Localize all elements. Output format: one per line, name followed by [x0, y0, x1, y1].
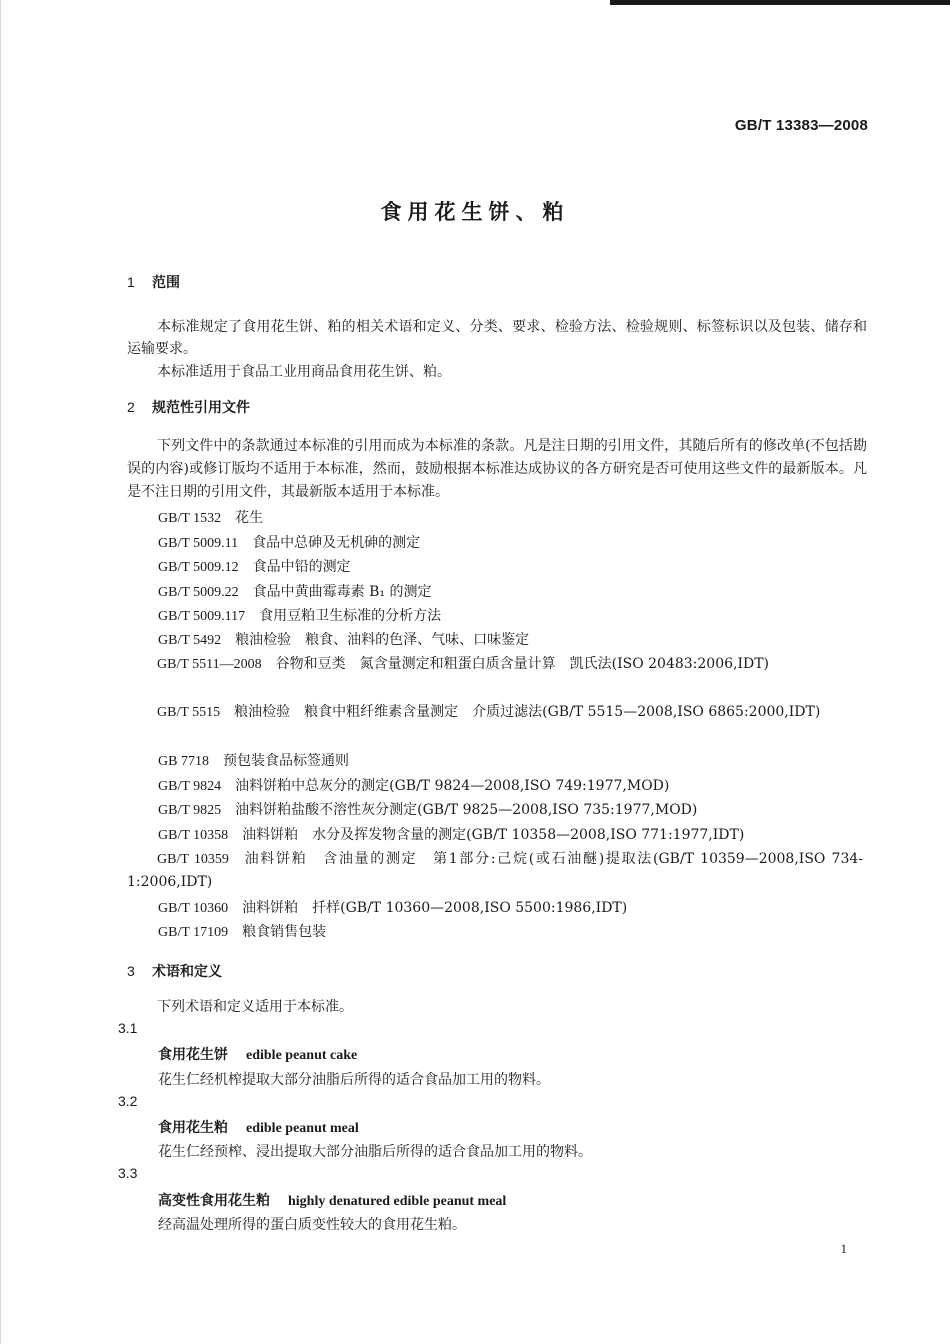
reference-title: 食品中铅的测定 [252, 559, 351, 575]
reference-code: GB/T 5009.117 [158, 609, 246, 624]
section-number: 1 [127, 274, 135, 290]
term-definition: 花生仁经机榨提取大部分油脂后所得的适合食品加工用的物料。 [158, 1072, 550, 1088]
reference-item [127, 701, 863, 724]
page-title: 食用花生饼、粕 [380, 200, 570, 224]
reference-code: GB/T 10360 [158, 901, 229, 916]
page-number: 1 [840, 1241, 847, 1256]
term-heading [158, 1044, 357, 1064]
reference-item [158, 775, 669, 795]
reference-title: 预包装食品标签通则 [222, 753, 349, 769]
paragraph: 下列术语和定义适用于本标准。 [157, 999, 353, 1015]
term-en: highly denatured edible peanut meal [288, 1194, 507, 1209]
section-1-heading [127, 272, 180, 292]
reference-code: GB 7718 [158, 754, 209, 769]
reference-item [158, 897, 627, 917]
reference-code: GB/T 10358 [158, 828, 229, 843]
reference-item [158, 750, 349, 770]
reference-title: 谷物和豆类 氮含量测定和粗蛋白质含量计算 凯氏法(ISO 20483:2006,IDT) [275, 656, 770, 672]
term-number: 3.1 [118, 1020, 138, 1036]
reference-code: GB/T 5009.12 [158, 560, 239, 575]
reference-title: 油料饼粕中总灰分的测定(GB/T 9824—2008,ISO 749:1977,MOD) [235, 778, 670, 794]
reference-code: GB/T 5515 [157, 705, 221, 720]
reference-item [158, 824, 744, 844]
reference-title: 油料饼粕 含油量的测定 第1部分:己烷(或石油醚)提取法(GB/T 10359—2008,ISO 734-1:2006,IDT) [127, 851, 863, 890]
reference-code: GB/T 5009.22 [158, 585, 239, 600]
reference-title: 粮油检验 粮食、油料的色泽、气味、口味鉴定 [235, 632, 530, 648]
term-number: 3.2 [118, 1093, 138, 1109]
paragraph: 本标准规定了食用花生饼、粕的相关术语和定义、分类、要求、检验方法、检验规则、标签标识以及包装、储存和运输要求。 [127, 319, 867, 357]
reference-code: GB/T 1532 [158, 511, 222, 526]
term-en: edible peanut cake [246, 1048, 358, 1063]
reference-item [127, 848, 863, 894]
reference-item [158, 507, 263, 527]
section-title: 范围 [152, 275, 180, 291]
term-definition: 花生仁经预榨、浸出提取大部分油脂后所得的适合食品加工用的物料。 [158, 1144, 592, 1160]
reference-item [158, 921, 326, 941]
section-title: 术语和定义 [152, 964, 222, 980]
reference-title: 花生 [235, 510, 264, 526]
reference-item [127, 653, 863, 676]
reference-code: GB/T 9825 [158, 803, 222, 818]
reference-title: 油料饼粕 扦样(GB/T 10360—2008,ISO 5500:1986,IDT) [242, 900, 628, 916]
reference-item [158, 605, 441, 625]
term-zh: 高变性食用花生粕 [158, 1193, 270, 1209]
reference-title: 粮油检验 粮食中粗纤维素含量测定 介质过滤法(GB/T 5515—2008,ISO 6865:2000,IDT) [234, 704, 821, 720]
term-zh: 食用花生饼 [158, 1047, 228, 1063]
reference-item [158, 581, 431, 601]
paragraph: 下列文件中的条款通过本标准的引用而成为本标准的条款。凡是注日期的引用文件，其随后所有的修改单(不包括勘误的内容)或修订版均不适用于本标准，然而，鼓励根据本标准达成协议的各方研究是否可使用这些文件的最新版本。凡是不注日期的引用文件，其最新版本适用于本标准。 [127, 438, 867, 500]
reference-title: 粮食销售包装 [242, 924, 327, 940]
term-zh: 食用花生粕 [158, 1120, 228, 1136]
reference-code: GB/T 5511—2008 [157, 657, 262, 672]
reference-title: 食品中黄曲霉毒素 B₁ 的测定 [252, 584, 432, 600]
section-number: 3 [127, 963, 135, 979]
reference-code: GB/T 5492 [158, 633, 222, 648]
term-heading [158, 1190, 506, 1210]
term-number: 3.3 [118, 1165, 138, 1181]
reference-item [158, 556, 351, 576]
reference-item [158, 799, 697, 819]
reference-item [158, 629, 529, 649]
reference-code: GB/T 5009.11 [158, 536, 239, 551]
term-en: edible peanut meal [246, 1121, 359, 1136]
section-2-heading [127, 397, 250, 417]
reference-title: 食用豆粕卫生标准的分析方法 [259, 608, 442, 624]
reference-code: GB/T 9824 [158, 779, 222, 794]
reference-title: 油料饼粕盐酸不溶性灰分测定(GB/T 9825—2008,ISO 735:1977,MOD) [235, 802, 698, 818]
reference-title: 油料饼粕 水分及挥发物含量的测定(GB/T 10358—2008,ISO 771:1977,IDT) [242, 827, 745, 843]
reference-item [158, 532, 420, 552]
reference-code: GB/T 10359 [157, 852, 229, 867]
term-definition: 经高温处理所得的蛋白质变性较大的食用花生粕。 [158, 1217, 466, 1233]
reference-title: 食品中总砷及无机砷的测定 [252, 535, 421, 551]
section-3-heading [127, 961, 222, 981]
section-number: 2 [127, 399, 135, 415]
section-title: 规范性引用文件 [152, 400, 250, 416]
term-heading [158, 1117, 359, 1137]
standard-code: GB/T 13383—2008 [734, 117, 868, 134]
paragraph: 本标准适用于食品工业用商品食用花生饼、粕。 [157, 364, 451, 380]
reference-code: GB/T 17109 [158, 925, 229, 940]
top-rule [610, 0, 950, 5]
